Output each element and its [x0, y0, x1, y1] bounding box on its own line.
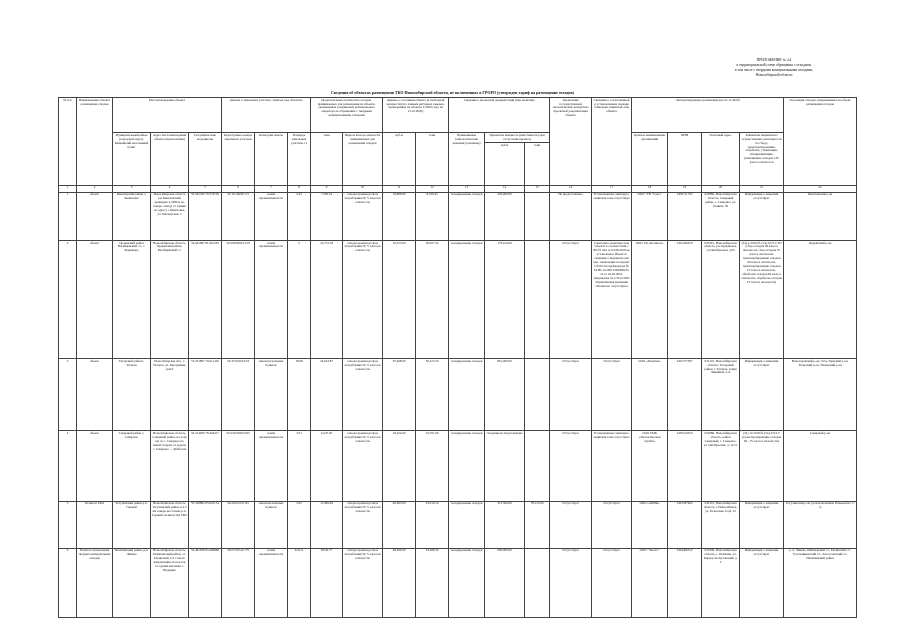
tech-cell: складирование отходов [449, 548, 485, 617]
objects-table [58, 97, 857, 618]
table-row [59, 192, 857, 240]
col-number: 7 [255, 185, 288, 192]
area-cell: 3.01 [288, 431, 311, 501]
col-number: 5 [189, 185, 222, 192]
municipal-cell: Ордынский район Вагайцевский с/с, с. Чернаково [113, 240, 151, 358]
cubm2-cell: 861,000.00 [485, 359, 525, 431]
appendix-block [699, 58, 849, 78]
col-number: 8 [288, 185, 311, 192]
header-expertise: Заключение государственной экологической экспертизы проектной документации объекта [550, 98, 592, 186]
table-body [59, 192, 857, 617]
col-number: 14 [485, 185, 525, 192]
areas-cell: Ордынский р-он [784, 240, 857, 358]
operator-name-cell: ООО ЕМК «Экологическая служба» [632, 431, 668, 501]
area-cell: 5.02 [288, 501, 311, 548]
col-number: 13 [449, 185, 485, 192]
tons-cell: 7,356.19 [311, 192, 343, 240]
tons2-cell: 23,019.14 [416, 501, 449, 548]
coords-cell: 55.328892 83.925154 [189, 501, 222, 548]
address-cell: Новосибирская область, Ордынский район, Вагайцевский с/с [151, 240, 189, 358]
header-operator: Эксплуатирующая организация (на 21.11.2020) [632, 98, 784, 133]
header-status: Данные о состоянии объекта (в свободной мощности) (по данным натурных замеров, проведенных на объекте, в 2020 году, на 21.10.2020) [383, 98, 449, 133]
col-number: 19 [668, 185, 702, 192]
license-cell: Информация о лицензии отсутствует [740, 548, 784, 617]
col-number: 3 [113, 185, 151, 192]
waste-types-cell: отходы производства и потребления IV, V классов опасности [343, 359, 383, 431]
header-op-name: Краткое наименование организации [632, 133, 668, 185]
col-number: 4 [151, 185, 189, 192]
sanitary-cell: Отсутствует [592, 548, 632, 617]
col-number: 15 [525, 185, 550, 192]
address-cell: Новосибирская область, Искитимский район, с/с Евсинский, в 2,7 км по направлению на восток от здания магазина с. Шадрино [151, 548, 189, 617]
areas-cell: Северный р-он [784, 431, 857, 501]
object-name-cell: объект [77, 240, 113, 358]
cadastre-cell: 54:16:140301:15 [222, 192, 255, 240]
header-waste-types: Виды и классы опасности принимаемых для размещения отходов [343, 133, 383, 185]
row-number: 3 [59, 359, 77, 431]
object-name-cell: объект [77, 192, 113, 240]
tons3-cell: 78,125.00 [525, 501, 550, 548]
areas-cell: Кыштовский р-он [784, 192, 857, 240]
tons3-cell [525, 359, 550, 431]
col-number: 12 [416, 185, 449, 192]
coords-cell: 56.565345 76.574730 [189, 192, 222, 240]
tons2-cell: 10,701.60 [416, 431, 449, 501]
coords-cell: 55.251897 76.011410 [189, 359, 222, 431]
table-row [59, 240, 857, 358]
tons3-cell [525, 431, 550, 501]
header-address: Адрес местонахождения объекта (при наличии) [151, 133, 189, 185]
object-name-cell: объект [77, 359, 113, 431]
tons2-cell: 50,472.20 [416, 359, 449, 431]
postal-cell: 632080, Новосибирская область, район Северный, с. Северное, ул. Октябрьская, д. 121/1 [702, 431, 740, 501]
header-tech: Применяемые технологические решения (основные) [449, 133, 485, 185]
tons-cell: 6,247.02 [311, 431, 343, 501]
postal-cell: 633209, Новосибирская область, г. Искитим, ул. Карьер Лоскутовский, д. 2 [702, 548, 740, 617]
cubm-cell: 52,523.00 [383, 240, 416, 358]
license-cell: Информация о лицензии отсутствует [740, 359, 784, 431]
table-row [59, 501, 857, 548]
waste-types-cell: отходы производства и потребления IV, V классов опасности [343, 501, 383, 548]
cubm-cell: 10,889.00 [383, 192, 416, 240]
cubm2-cell: 900,000.00 [485, 548, 525, 617]
municipal-cell: Тогучинский район р.п. Горный [113, 501, 151, 548]
table-row [59, 431, 857, 501]
col-number: 21 [740, 185, 784, 192]
sanitary-cell: Санитарно-защитная зона объекта в соответствии с ФЗ № 342 от 03.08.2018 не установлена. Имеется сведения о выданном для нее, заключение на проект СЗЗ Роспотребнадзора № 54.НС.01.000.Т.000696.05.16 от 24.05.2016. Документы по СЗЗ в ООО Управляющая компания «Полигон» отсутствуют [592, 240, 632, 358]
col-number: 10 [343, 185, 383, 192]
cubm2-cell: 229,000.00 [485, 192, 525, 240]
row-number: 1 [59, 192, 77, 240]
header-land-category: Категория земель [255, 133, 288, 185]
license-cell: (54) 2-2016 № (54)-2275-СТО (сбор отходов III класса опасности, сбор отходов IV класса опасности, транспортирование отходов III класса опасности, транспортирование отходов IV класса опасности, обработка отходов III класса опасности, обработка отходов IV класса опасности) [740, 240, 784, 358]
areas-cell: Тогучинский р-он (за исключением Репьевского с/с) [784, 501, 857, 548]
col-number: 18 [632, 185, 668, 192]
row-number: 5 [59, 501, 77, 548]
municipal-cell: Искитимский район, р.п. Линево [113, 548, 151, 617]
cadastre-cell: 54:20:020901:158 [222, 240, 255, 358]
header-capacity: Проектная мощность (вместимость) при отсутствии проекта) [485, 133, 550, 143]
operator-name-cell: ООО "УК "Союз" [632, 192, 668, 240]
appendix-line: Новосибирской области [755, 73, 793, 77]
inn-cell: 5401307962 [668, 501, 702, 548]
object-name-cell: Полигон захоронения твердых коммунальных отходов [77, 548, 113, 617]
land-category-cell: земли промышленности [255, 240, 288, 358]
header-tons-3: тонн [525, 143, 550, 185]
header-inn: ИНН [668, 133, 702, 185]
coords-cell: 54.481658 83.490860 [189, 548, 222, 617]
land-category-cell: земли населенных пунктов [255, 359, 288, 431]
waste-types-cell: отходы производства и потребления IV, V классов опасности [343, 548, 383, 617]
tons3-cell [525, 240, 550, 358]
postal-cell: 632880, Новосибирская область, Северный район, с. Северное, ул. Ленина, 39 [702, 192, 740, 240]
table-row [59, 548, 857, 617]
tons2-cell: 38,507.54 [416, 240, 449, 358]
document-title: Сведения об объектах размещения ТКО Новосибирской области, не включенных в ГРОРО (утвержден тариф на размещение отходов) [331, 90, 574, 95]
header-postal: Почтовый адрес [702, 133, 740, 185]
tons2-cell: 8,169.45 [416, 192, 449, 240]
cubm-cell: 18,424.00 [383, 431, 416, 501]
address-cell: Новосибирская обл., г. Татарск, ул. Карлукицы, дом 9 [151, 359, 189, 431]
land-category-cell: земли промышленности [255, 192, 288, 240]
cubm2-cell: сведения не представлены [485, 431, 525, 501]
expertise-cell: Отсутствует [550, 359, 592, 431]
cubm-cell: 40,483.00 [383, 501, 416, 548]
appendix-line: к территориальной схеме обращения с отходами, [736, 63, 812, 67]
header-project: Сведения о проектной документации (при наличии) [449, 98, 550, 133]
header-object-name: Наименование объекта размещения отходов [77, 98, 113, 186]
object-name-cell: Полигон ТКО [77, 501, 113, 548]
appendix-line: в том числе с твердыми коммунальными отходами, [734, 68, 814, 72]
expertise-cell: Отсутствует [550, 240, 592, 358]
header-cadastre: Кадастровые номера земельных участков [222, 133, 255, 185]
sanitary-cell: Отсутствует [592, 359, 632, 431]
header-num: № п/п [59, 98, 77, 186]
header-tons: тонн [311, 133, 343, 185]
cubm2-cell: 312,500.00 [485, 501, 525, 548]
area-cell: 5 [288, 240, 311, 358]
header-areas: Поселения отходов, направляемых на объект размещения отходов [784, 98, 857, 186]
inn-cell: 5435111795 [668, 192, 702, 240]
address-cell: Новосибирская область, Тогучинский район, в 2,5 км северо-восточнее р.п. Горный лесничества ТБО [151, 501, 189, 548]
operator-name-cell: ООО «Полигон» [632, 359, 668, 431]
cadastre-cell: 54:07:047411:79 [222, 548, 255, 617]
inn-cell: 5401326670 [668, 240, 702, 358]
header-location: Местонахождение объекта [113, 98, 222, 133]
col-number: 16 [550, 185, 592, 192]
sanitary-cell: Установленная санитарно-защитная зона отсутствует [592, 192, 632, 240]
cubm-cell: 48,490.00 [383, 548, 416, 617]
tech-cell: складирование отходов [449, 359, 485, 431]
license-cell: Информация о лицензии отсутствует [740, 501, 784, 548]
waste-types-cell: отходы производства и потребления IV, V классов опасности [343, 192, 383, 240]
cadastre-cell: 54:24:021101:95 [222, 501, 255, 548]
header-sanitary: Сведения о согласованной в установленном порядке санитарно-защитной зоне объекта [592, 98, 632, 186]
sanitary-cell: Отсутствует [592, 501, 632, 548]
inn-cell: 5424400512 [668, 548, 702, 617]
header-tons-2: тонн [416, 133, 449, 185]
municipal-cell: Кыштовский район с. Кыштовка [113, 192, 151, 240]
municipal-cell: Северный район с. Северное [113, 431, 151, 501]
operator-name-cell: ООО «АНИК» [632, 501, 668, 548]
tons-cell: 8,032.77 [311, 548, 343, 617]
appendix-line: ПРИЛОЖЕНИЕ № 4.4 [756, 58, 792, 62]
col-number: 17 [592, 185, 632, 192]
license-cell: (54) 12.2018 № (54)-4723-Т (транспортирование отходов III - IV класса опасности) [740, 431, 784, 501]
header-municipal: Муниципальный район (городской округ), Ближайший населенный пункт [113, 133, 151, 185]
header-area: Площадь земельных участков, га [288, 133, 311, 185]
postal-cell: 632122, Новосибирская область, Татарский район, г. Татарск, улица Линейная, 2-А [702, 359, 740, 431]
coords-cell: 54.591997 81.961265 [189, 240, 222, 358]
col-number: 9 [311, 185, 343, 192]
municipal-cell: Татарский район г. Татарск [113, 359, 151, 431]
tons3-cell [525, 192, 550, 240]
col-number: 1 [59, 185, 77, 192]
row-number: 2 [59, 240, 77, 358]
col-number: 20 [702, 185, 740, 192]
row-number: 6 [59, 548, 77, 617]
tons-cell: 11,999.28 [311, 501, 343, 548]
column-number-row [59, 185, 857, 192]
cubm-cell: 67,468.00 [383, 359, 416, 431]
waste-types-cell: отходы производства и потребления IV, V классов опасности [343, 240, 383, 358]
expertise-cell: Отсутствует [550, 431, 592, 501]
operator-name-cell: ООО УК «Полигон» [632, 240, 668, 358]
areas-cell: Новоторовский р-он, Усть-Таркский р-он, Татарский р-он, Чановский р-он [784, 359, 857, 431]
address-cell: Новосибирская область р-н Кыштовский, примерно в 1980 м по северо-западу от здания по адресу с Кыштовка, ул. Пионерская, 5 [151, 192, 189, 240]
tons-cell: 16,772.59 [311, 240, 343, 358]
land-category-cell: земли промышленности [255, 548, 288, 617]
operator-name-cell: ООО "Эколог" [632, 548, 668, 617]
header-cubm: куб.м [383, 133, 416, 185]
tech-cell: складирование отходов [449, 192, 485, 240]
object-name-cell: объект [77, 431, 113, 501]
col-number: 2 [77, 185, 113, 192]
header-annual: Предполагаемое количество отходов, принимаемых для размещения на объекте, указываемых в первичном регионального оператора по обращению с твердыми коммунальными отходами [311, 98, 383, 133]
cubm2-cell: 179,104.00 [485, 240, 525, 358]
areas-cell: р. п. Линево, Шибковский с/с, Евсинский с/с, Гусельниковский с/с, Легостаевский с/с, Искитимский район [784, 548, 857, 617]
row-number: 4 [59, 431, 77, 501]
waste-types-cell: отходы производства и потребления IV, V классов опасности [343, 431, 383, 501]
coords-cell: 56.314030 78.364417 [189, 431, 222, 501]
cadastre-cell: 54:23:023901:505 [222, 431, 255, 501]
sanitary-cell: Установленная санитарно-защитная зона отсутствует [592, 431, 632, 501]
tons-cell: 24,623.87 [311, 359, 343, 431]
inn-cell: 5435102076 [668, 431, 702, 501]
area-cell: 6.0111 [288, 548, 311, 617]
tons2-cell: 33,408.30 [416, 548, 449, 617]
license-cell: Информация о лицензии отсутствует [740, 192, 784, 240]
table-row [59, 359, 857, 431]
header-license: Реквизиты лицензии на осуществление деятельности по сбору, транспортированию, обработке, утилизации, обезвреживанию, размещению отходов I-IV класса опасности [740, 133, 784, 185]
header-land: Данные о земельных участках, занятых под объектом [222, 98, 311, 133]
land-category-cell: земли населенных пунктов [255, 501, 288, 548]
postal-cell: 633261, Новосибирская область, р.п.Ордынское, ул.Октябрьская, д.93 [702, 240, 740, 358]
postal-cell: 630110, Новосибирская область, г. Новосибирск, ул. Рельсовая, 9 оф. 23 [702, 501, 740, 548]
header-cubm-2: куб.м [485, 143, 525, 185]
inn-cell: 5401377597 [668, 359, 702, 431]
tech-cell: складирование отходов [449, 431, 485, 501]
address-cell: Новосибирская область, Северный район, на 4-ом км от с. Северное по левой стороне от дороги с. Северное — Кубботов [151, 431, 189, 501]
expertise-cell: Отсутствует [550, 548, 592, 617]
tons3-cell [525, 548, 550, 617]
col-number: 6 [222, 185, 255, 192]
tech-cell: складирование отходов [449, 240, 485, 358]
col-number: 11 [383, 185, 416, 192]
expertise-cell: Не предоставлено [550, 192, 592, 240]
tech-cell: складирование отходов [449, 501, 485, 548]
col-number: 22 [784, 185, 857, 192]
land-category-cell: земли промышленности [255, 431, 288, 501]
area-cell: 2.25 [288, 192, 311, 240]
header-coords: Географические координаты [189, 133, 222, 185]
cadastre-cell: 54:37:010102:34 [222, 359, 255, 431]
expertise-cell: Отсутствует [550, 501, 592, 548]
area-cell: 18.68 [288, 359, 311, 431]
